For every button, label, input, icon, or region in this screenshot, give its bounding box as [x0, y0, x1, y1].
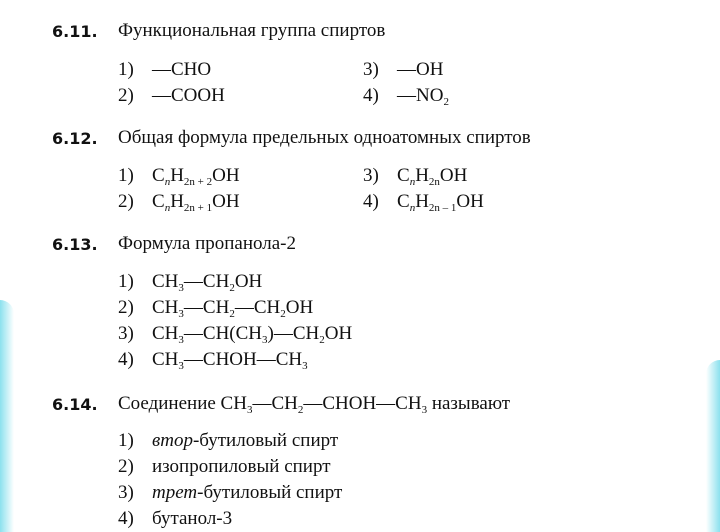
question-number: 6.11.	[52, 22, 98, 41]
option-4[interactable]: 4) $CH_3—CHOH—CH_3$	[118, 349, 308, 372]
question-number: 6.14.	[52, 395, 98, 414]
option-4[interactable]: 4) $—NO_2$	[363, 85, 449, 108]
question-text: Соединение $CH_3—CH_2—CHOH—CH_3$ называют	[118, 393, 511, 416]
option-1[interactable]: 1) $CH_3—CH_2OH$	[118, 271, 263, 294]
option-1[interactable]: 1) $C_nH_{2n + 2}OH$	[118, 165, 240, 188]
right-edge-glow	[706, 360, 720, 532]
question-number: 6.12.	[52, 129, 98, 148]
option-2[interactable]: 2) изопропиловый спирт	[118, 456, 331, 477]
option-2[interactable]: 2) —COOH	[118, 85, 225, 106]
question-number: 6.13.	[52, 235, 98, 254]
option-4[interactable]: 4) $C_nH_{2n - 1}OH$	[363, 191, 484, 214]
option-2[interactable]: 2) $CH_3—CH_2—CH_2OH$	[118, 297, 314, 320]
option-2[interactable]: 2) $C_nH_{2n + 1}OH$	[118, 191, 240, 214]
left-edge-glow	[0, 300, 14, 532]
option-1[interactable]: 1) —CHO	[118, 59, 212, 80]
option-3[interactable]: 3) трет-бутиловый спирт	[118, 482, 343, 503]
option-3[interactable]: 3) $C_nH_{2n}OH$	[363, 165, 468, 188]
question-text: Формула пропанола-2	[118, 233, 297, 254]
option-4[interactable]: 4) бутанол-3	[118, 508, 233, 529]
question-text: Функциональная группа спиртов	[118, 20, 386, 41]
question-text: Общая формула предельных одноатомных спиртов	[118, 127, 531, 148]
option-3[interactable]: 3) —OH	[363, 59, 444, 80]
option-1[interactable]: 1) втор-бутиловый спирт	[118, 430, 339, 451]
option-3[interactable]: 3) $CH_3—CH(CH_3)—CH_2OH$	[118, 323, 353, 346]
